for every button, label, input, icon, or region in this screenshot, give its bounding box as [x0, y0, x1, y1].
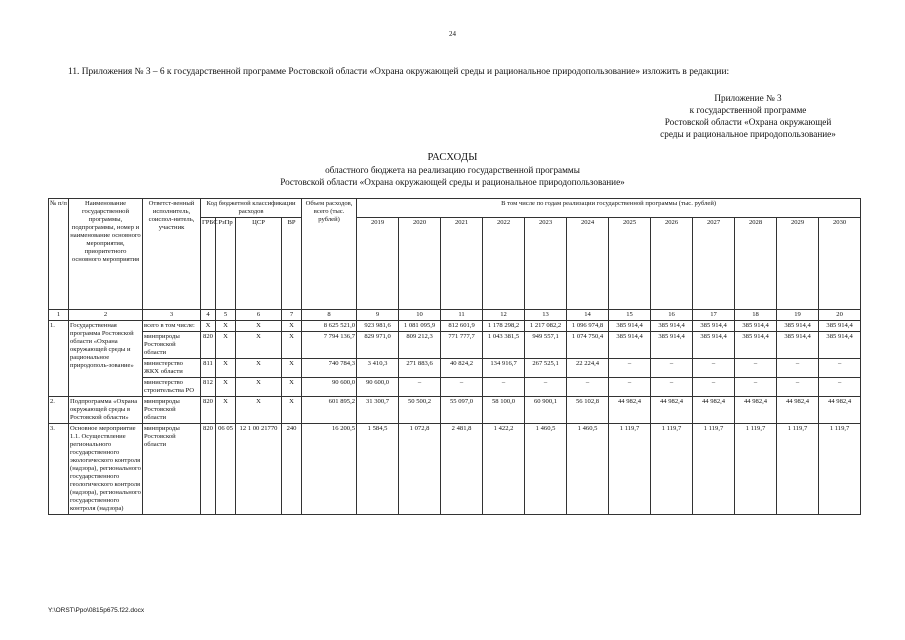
- cell-grbs: 812: [201, 378, 216, 397]
- cell-grbs: 820: [201, 332, 216, 359]
- column-number: 8: [302, 310, 357, 321]
- cell-year-value: –: [735, 359, 777, 378]
- row-number: 3.: [49, 424, 69, 515]
- header-row: [49, 199, 861, 218]
- row-executor: министерство строительства РО: [143, 378, 201, 397]
- cell-year-value: 1 584,5: [357, 424, 399, 515]
- cell-rzpr: Х: [216, 332, 236, 359]
- cell-rzpr: Х: [216, 321, 236, 332]
- column-number: 9: [357, 310, 399, 321]
- col-year-header: 2026: [651, 218, 693, 310]
- cell-year-value: –: [819, 378, 861, 397]
- col-year-header: 2027: [693, 218, 735, 310]
- cell-year-value: –: [777, 359, 819, 378]
- row-executor: всего в том числе:: [143, 321, 201, 332]
- col-year-header: 2030: [819, 218, 861, 310]
- cell-year-value: 1 119,7: [693, 424, 735, 515]
- cell-rzpr: 06 05: [216, 424, 236, 515]
- cell-year-value: 923 981,6: [357, 321, 399, 332]
- cell-year-value: 385 914,4: [609, 332, 651, 359]
- col-year-header: 2022: [483, 218, 525, 310]
- table-row: [49, 397, 861, 424]
- column-number: 2: [69, 310, 143, 321]
- column-number: 10: [399, 310, 441, 321]
- cell-csr: 12 1 00 21770: [236, 424, 282, 515]
- appendix-line: Приложение № 3: [714, 93, 782, 103]
- cell-year-value: 949 557,1: [525, 332, 567, 359]
- cell-year-value: 44 982,4: [693, 397, 735, 424]
- table-row: [49, 359, 861, 378]
- appendix-header: [633, 92, 863, 140]
- cell-year-value: 44 982,4: [735, 397, 777, 424]
- row-name: Подпрограмма «Охрана окружающей среды в Ростовской области»: [69, 397, 143, 424]
- cell-year-value: 1 460,5: [525, 424, 567, 515]
- cell-year-value: 55 097,0: [441, 397, 483, 424]
- column-number: 1: [49, 310, 69, 321]
- appendix-line: к государственной программе: [689, 105, 807, 115]
- cell-csr: Х: [236, 378, 282, 397]
- column-number: 3: [143, 310, 201, 321]
- cell-year-value: 385 914,4: [777, 332, 819, 359]
- cell-year-value: 271 883,6: [399, 359, 441, 378]
- cell-year-value: 812 601,9: [441, 321, 483, 332]
- column-number: 4: [201, 310, 216, 321]
- cell-total: 740 784,3: [302, 359, 357, 378]
- col-volume-header: Объем расходов, всего (тыс. рублей): [302, 199, 357, 310]
- cell-total: 8 625 521,0: [302, 321, 357, 332]
- row-executor: министерство ЖКХ области: [143, 359, 201, 378]
- col-name-header: Наименование государственной программы, подпрограммы, номер и наименование основного мероприятия, приоритетного основного мероприятия: [69, 199, 143, 310]
- title-line: областного бюджета на реализацию государственной программы: [325, 165, 580, 175]
- cell-year-value: 1 422,2: [483, 424, 525, 515]
- cell-year-value: 1 119,7: [609, 424, 651, 515]
- cell-year-value: 1 119,7: [651, 424, 693, 515]
- col-year-header: 2024: [567, 218, 609, 310]
- cell-year-value: –: [777, 378, 819, 397]
- cell-year-value: 385 914,4: [693, 332, 735, 359]
- intro-paragraph: 11. Приложения № 3 – 6 к государственной программе Ростовской области «Охрана окружающей среды и рациональное природопользование» изложить в редакции:: [68, 67, 730, 77]
- cell-year-value: 1 119,7: [819, 424, 861, 515]
- col-year-header: 2025: [609, 218, 651, 310]
- column-number: 12: [483, 310, 525, 321]
- cell-year-value: –: [399, 378, 441, 397]
- cell-year-value: 771 777,7: [441, 332, 483, 359]
- cell-year-value: 1 072,8: [399, 424, 441, 515]
- cell-total: 601 895,2: [302, 397, 357, 424]
- cell-year-value: 1 043 381,5: [483, 332, 525, 359]
- cell-year-value: 2 481,8: [441, 424, 483, 515]
- col-years-group-header: В том числе по годам реализации государственной программы (тыс. рублей): [357, 199, 861, 218]
- cell-year-value: –: [819, 359, 861, 378]
- cell-vr: Х: [282, 378, 302, 397]
- cell-year-value: –: [525, 378, 567, 397]
- row-number: 1.: [49, 321, 69, 397]
- cell-year-value: 44 982,4: [609, 397, 651, 424]
- column-number: 5: [216, 310, 236, 321]
- col-code-group-header: Код бюджетной классификации расходов: [201, 199, 302, 218]
- title-heading: РАСХОДЫ: [427, 152, 478, 163]
- col-year-header: 2021: [441, 218, 483, 310]
- column-number: 14: [567, 310, 609, 321]
- cell-csr: Х: [236, 321, 282, 332]
- row-name: Государственная программа Ростовской области «Охрана окружающей среды и рациональное природополь-зование»: [69, 321, 143, 397]
- table-row: [49, 378, 861, 397]
- column-number: 13: [525, 310, 567, 321]
- column-number: 16: [651, 310, 693, 321]
- row-number: 2.: [49, 397, 69, 424]
- cell-year-value: 50 500,2: [399, 397, 441, 424]
- cell-year-value: 385 914,4: [609, 321, 651, 332]
- cell-year-value: 58 100,0: [483, 397, 525, 424]
- cell-year-value: 56 102,8: [567, 397, 609, 424]
- cell-year-value: –: [609, 359, 651, 378]
- file-path-footer: Y:\ORST\Ppo\0815p675.f22.docx: [48, 607, 145, 614]
- cell-rzpr: Х: [216, 378, 236, 397]
- cell-year-value: 385 914,4: [651, 332, 693, 359]
- cell-year-value: 1 119,7: [777, 424, 819, 515]
- cell-year-value: –: [483, 378, 525, 397]
- column-number-row: [49, 310, 861, 321]
- cell-total: 7 794 136,7: [302, 332, 357, 359]
- cell-year-value: –: [735, 378, 777, 397]
- cell-year-value: 1 074 750,4: [567, 332, 609, 359]
- cell-csr: Х: [236, 397, 282, 424]
- col-num-header: № п/п: [49, 199, 69, 310]
- col-vr-header: ВР: [282, 218, 302, 310]
- cell-rzpr: Х: [216, 397, 236, 424]
- cell-year-value: –: [651, 359, 693, 378]
- cell-year-value: 267 525,1: [525, 359, 567, 378]
- col-year-header: 2020: [399, 218, 441, 310]
- cell-year-value: 1 081 095,9: [399, 321, 441, 332]
- cell-year-value: –: [567, 378, 609, 397]
- cell-grbs: 820: [201, 397, 216, 424]
- cell-year-value: –: [651, 378, 693, 397]
- cell-year-value: 44 982,4: [777, 397, 819, 424]
- cell-vr: 240: [282, 424, 302, 515]
- cell-vr: Х: [282, 397, 302, 424]
- cell-year-value: 60 900,1: [525, 397, 567, 424]
- cell-year-value: 134 916,7: [483, 359, 525, 378]
- col-rzpr-header: РзПр: [216, 218, 236, 310]
- table-row: [49, 332, 861, 359]
- table-row: [49, 321, 861, 332]
- cell-year-value: 385 914,4: [777, 321, 819, 332]
- expenses-table: [48, 198, 861, 515]
- cell-year-value: 1 119,7: [735, 424, 777, 515]
- col-year-header: 2023: [525, 218, 567, 310]
- appendix-line: среды и рациональное природопользование»: [660, 129, 836, 139]
- cell-year-value: 44 982,4: [819, 397, 861, 424]
- cell-year-value: 40 824,2: [441, 359, 483, 378]
- cell-grbs: 811: [201, 359, 216, 378]
- cell-year-value: 385 914,4: [735, 332, 777, 359]
- col-csr-header: ЦСР: [236, 218, 282, 310]
- column-number: 7: [282, 310, 302, 321]
- cell-year-value: 385 914,4: [819, 332, 861, 359]
- column-number: 19: [777, 310, 819, 321]
- cell-grbs: Х: [201, 321, 216, 332]
- column-number: 11: [441, 310, 483, 321]
- col-grbs-header: ГРБС: [201, 218, 216, 310]
- row-executor: минприроды Ростовской области: [143, 424, 201, 515]
- title-line: Ростовской области «Охрана окружающей среды и рациональное природопользование»: [280, 177, 625, 187]
- row-name: Основное мероприятие 1.1. Осуществление регионального государственного экологического контроля (надзора), регионального государственного геологического контроля (надзора), регионального государственного контроля (надзора): [69, 424, 143, 515]
- cell-total: 16 200,5: [302, 424, 357, 515]
- cell-year-value: 385 914,4: [735, 321, 777, 332]
- cell-year-value: –: [609, 378, 651, 397]
- cell-year-value: 1 096 974,8: [567, 321, 609, 332]
- cell-vr: Х: [282, 359, 302, 378]
- cell-year-value: –: [693, 359, 735, 378]
- column-number: 20: [819, 310, 861, 321]
- cell-year-value: –: [441, 378, 483, 397]
- cell-year-value: 385 914,4: [819, 321, 861, 332]
- cell-year-value: 385 914,4: [693, 321, 735, 332]
- col-executor-header: Ответст-венный исполнитель, соиспол-нитель, участник: [143, 199, 201, 310]
- appendix-line: Ростовской области «Охрана окружающей: [664, 117, 832, 127]
- document-title: [0, 152, 905, 188]
- cell-year-value: –: [693, 378, 735, 397]
- cell-year-value: 1 178 298,2: [483, 321, 525, 332]
- cell-year-value: 809 212,3: [399, 332, 441, 359]
- cell-total: 90 600,0: [302, 378, 357, 397]
- row-executor: минприроды Ростовской области: [143, 332, 201, 359]
- cell-year-value: 385 914,4: [651, 321, 693, 332]
- table-row: [49, 424, 861, 515]
- cell-rzpr: Х: [216, 359, 236, 378]
- cell-year-value: 3 410,3: [357, 359, 399, 378]
- cell-year-value: 44 982,4: [651, 397, 693, 424]
- column-number: 15: [609, 310, 651, 321]
- column-number: 17: [693, 310, 735, 321]
- col-year-header: 2028: [735, 218, 777, 310]
- cell-year-value: 31 300,7: [357, 397, 399, 424]
- cell-vr: Х: [282, 321, 302, 332]
- cell-csr: Х: [236, 359, 282, 378]
- cell-vr: Х: [282, 332, 302, 359]
- cell-year-value: 90 600,0: [357, 378, 399, 397]
- column-number: 18: [735, 310, 777, 321]
- cell-year-value: 1 460,5: [567, 424, 609, 515]
- cell-year-value: 22 224,4: [567, 359, 609, 378]
- col-year-header: 2029: [777, 218, 819, 310]
- column-number: 6: [236, 310, 282, 321]
- cell-year-value: 1 217 082,2: [525, 321, 567, 332]
- cell-year-value: 829 971,0: [357, 332, 399, 359]
- row-executor: минприроды Ростовской области: [143, 397, 201, 424]
- page-number: 24: [449, 30, 456, 38]
- cell-grbs: 820: [201, 424, 216, 515]
- col-year-header: 2019: [357, 218, 399, 310]
- cell-csr: Х: [236, 332, 282, 359]
